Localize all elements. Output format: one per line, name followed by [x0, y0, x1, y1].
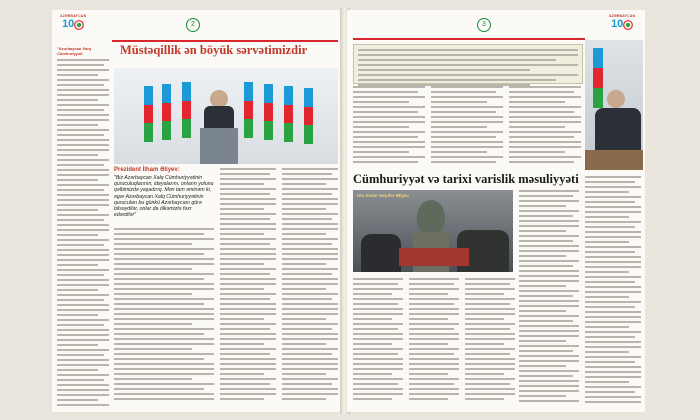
- logo-org-text: AZƏRBAYCAN: [609, 14, 636, 18]
- upper-column-2: [431, 86, 503, 168]
- monument-photo: [353, 190, 513, 272]
- crowd-left: [361, 234, 401, 272]
- bust-statue: [417, 200, 445, 234]
- header-rule: [112, 40, 338, 42]
- podium: [200, 128, 238, 164]
- left-headline: Müstəqillik ən böyük sərvətimizdir: [120, 43, 308, 57]
- logo-org-text: AZƏRBAYCAN: [60, 14, 87, 18]
- portrait-head: [607, 90, 625, 108]
- header-rule: [353, 38, 585, 40]
- logo-mark: [62, 19, 84, 30]
- wreath-flowers: [399, 248, 469, 266]
- portrait-photo: [585, 40, 643, 170]
- intro-box: [353, 44, 583, 84]
- desk: [585, 150, 643, 170]
- left-page: [52, 10, 342, 412]
- left-text-column: [57, 46, 109, 408]
- page-number: 2: [186, 18, 200, 32]
- logo-mark: [611, 19, 633, 30]
- intro-box-text: [358, 49, 578, 89]
- national-emblem-icon: [74, 20, 84, 30]
- lower-column-1: [353, 278, 403, 408]
- body-column-1: [220, 168, 276, 408]
- photo-caption: Prezident İlham Əliyev:: [114, 167, 180, 173]
- upper-column-1: [353, 86, 425, 168]
- left-logo: [60, 14, 86, 30]
- side-column: [519, 190, 579, 408]
- intro-text: "Azərbaycan Xalq Cümhuriyyəti: [57, 46, 91, 56]
- far-right-column: [585, 176, 641, 408]
- right-headline: Cümhuriyyət və tarixi varislik məsuliyyəti: [353, 172, 579, 186]
- body-column-0: [114, 228, 214, 408]
- lower-column-3: [465, 278, 515, 408]
- president-photo: [114, 68, 338, 164]
- lower-column-2: [409, 278, 459, 408]
- logo-number: 10: [611, 18, 624, 30]
- president-quote: "Biz Azərbaycan Xalq Cümhuriyyətinin quruculuqlarının, ideyalarını, onların yolunu qəlbimizdə yaşadırıq. Mən tam əminəm ki, əgər Azərbaycan Xalq Cümhuriyyətinin qurucuları bu günkü Azərbaycanı görə bilsəydilər, onlar da ölkəmizlə fəxr edərdilər": [114, 175, 214, 219]
- right-page: [347, 10, 645, 412]
- photo-overlay-text: Ulu öndər Heydər Əliyev: [357, 193, 410, 198]
- body-column-2: [282, 168, 338, 408]
- national-emblem-icon: [623, 20, 633, 30]
- right-logo: [609, 14, 635, 30]
- logo-number: 10: [62, 18, 75, 30]
- page-number: 3: [477, 18, 491, 32]
- upper-column-3: [509, 86, 581, 168]
